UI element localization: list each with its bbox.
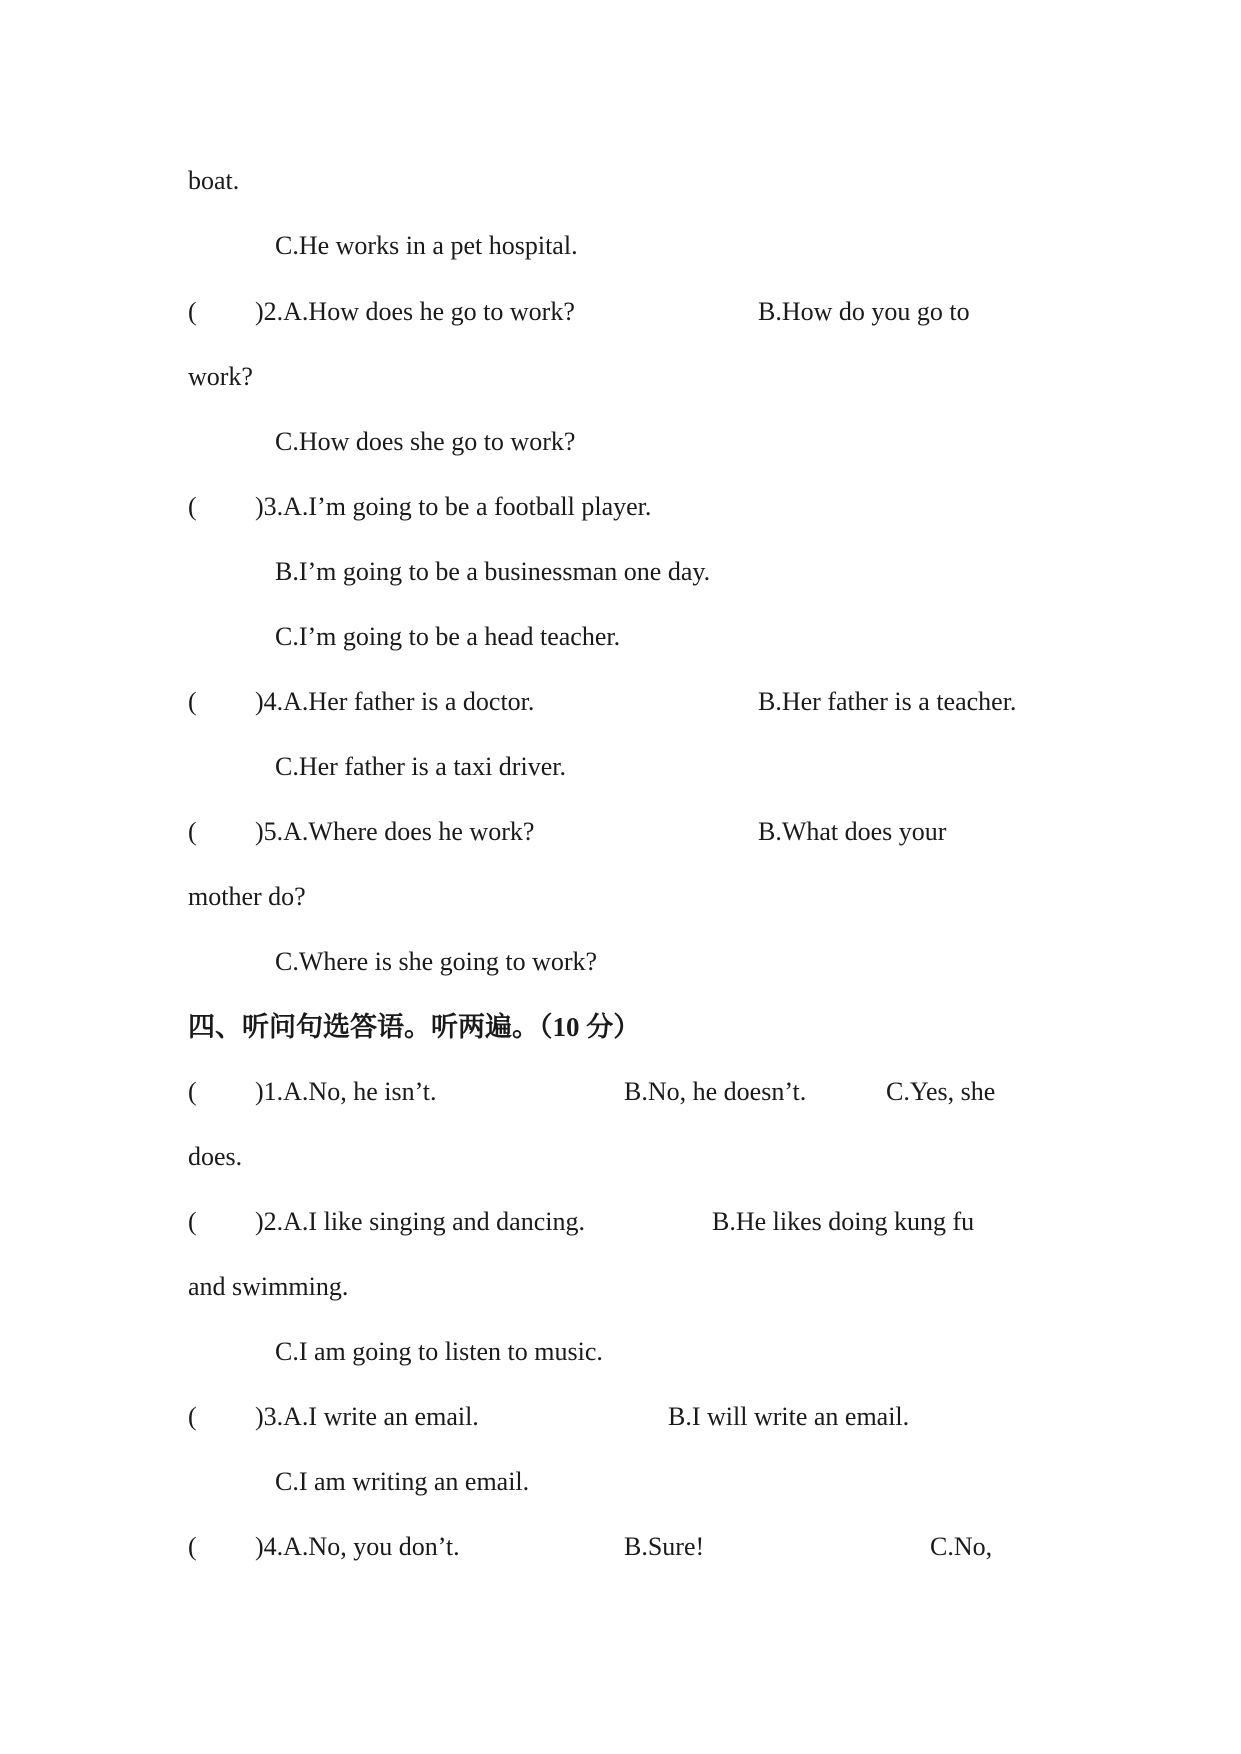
option-b: B.He likes doing kung fu bbox=[712, 1207, 975, 1236]
answer-paren: ( bbox=[188, 1207, 197, 1236]
answer-paren: ( bbox=[188, 297, 197, 326]
option-c: C.He works in a pet hospital. bbox=[275, 231, 578, 260]
option-c: C.Yes, she bbox=[886, 1077, 996, 1106]
question-option-a: )2.A.I like singing and dancing. bbox=[255, 1207, 585, 1236]
answer-paren: ( bbox=[188, 492, 197, 521]
wrapped-option-end: and swimming. bbox=[188, 1272, 349, 1301]
option-c: C.I’m going to be a head teacher. bbox=[275, 622, 621, 651]
answer-paren: ( bbox=[188, 1077, 197, 1106]
option-b: B.What does your bbox=[758, 817, 947, 846]
question-option-a: )1.A.No, he isn’t. bbox=[255, 1077, 437, 1106]
question-option-a: )5.A.Where does he work? bbox=[255, 817, 535, 846]
option-b: B.Her father is a teacher. bbox=[758, 687, 1017, 716]
question-option-a: )3.A.I’m going to be a football player. bbox=[255, 492, 652, 521]
option-b: B.No, he doesn’t. bbox=[624, 1077, 807, 1106]
question-option-a: )2.A.How does he go to work? bbox=[255, 297, 575, 326]
answer-paren: ( bbox=[188, 687, 197, 716]
option-c: C.I am going to listen to music. bbox=[275, 1337, 603, 1366]
question-option-a: )4.A.No, you don’t. bbox=[255, 1532, 460, 1561]
section-heading: 四、听问句选答语。听两遍。（10 分） bbox=[188, 1012, 641, 1042]
wrapped-option-end: mother do? bbox=[188, 882, 306, 911]
option-c: C.How does she go to work? bbox=[275, 427, 576, 456]
option-c: C.Her father is a taxi driver. bbox=[275, 752, 566, 781]
option-b: B.I’m going to be a businessman one day. bbox=[275, 557, 711, 586]
option-b: B.I will write an email. bbox=[668, 1402, 910, 1431]
option-c: C.Where is she going to work? bbox=[275, 947, 598, 976]
option-c: C.No, bbox=[930, 1532, 993, 1561]
answer-paren: ( bbox=[188, 817, 197, 846]
option-b: B.Sure! bbox=[624, 1532, 705, 1561]
option-c: C.I am writing an email. bbox=[275, 1467, 530, 1496]
wrapped-option-end: does. bbox=[188, 1142, 243, 1171]
wrapped-option-end: work? bbox=[188, 362, 253, 391]
wrapped-option-end: boat. bbox=[188, 166, 240, 195]
answer-paren: ( bbox=[188, 1402, 197, 1431]
question-option-a: )4.A.Her father is a doctor. bbox=[255, 687, 535, 716]
answer-paren: ( bbox=[188, 1532, 197, 1561]
question-option-a: )3.A.I write an email. bbox=[255, 1402, 479, 1431]
option-b: B.How do you go to bbox=[758, 297, 970, 326]
